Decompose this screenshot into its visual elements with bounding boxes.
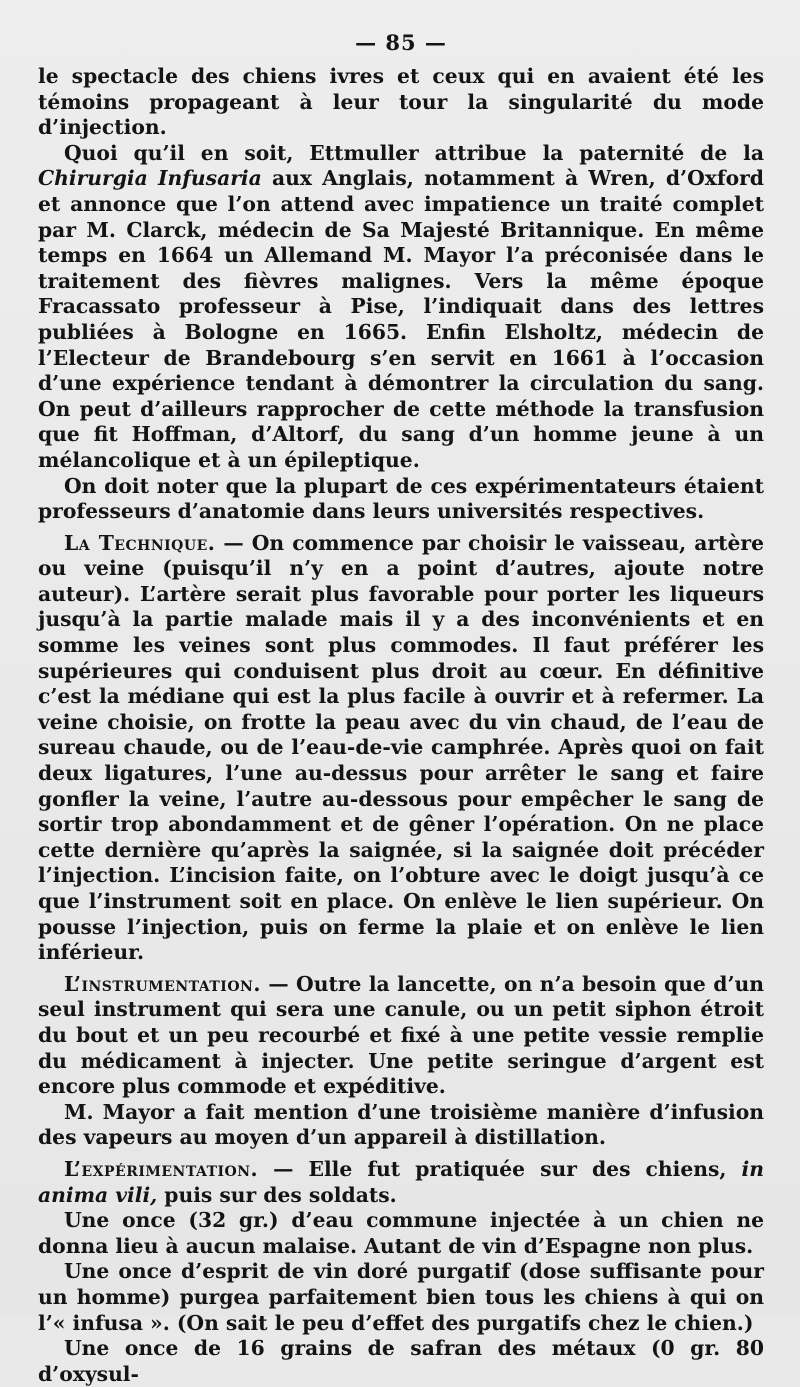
paragraph-text: Quoi qu’il en soit, Ettmuller attribue la paternité de la [64,140,764,165]
page-body [38,64,764,1387]
paragraph-text: — On commence par choisir le vaisseau, artère ou veine (puisqu’il n’y en a point d’autres, ajoute notre auteur). L’artère serait plus favorable pour porter les liqueurs jusqu’à la partie malade mais il y a des inconvénients et en somme les veines sont plus commodes. Il faut préférer les supérieures qui conduisent plus droit au cœur. En définitive c’est la médiane qui est la plus facile à ouvrir et à refermer. La veine choisie, on frotte la peau avec du vin chaud, de l’eau de sureau chaude, ou de l’eau-de-vie camphrée. Après quoi on fait deux ligatures, l’une au-dessus pour arrêter le sang et faire gonfler la veine, l’autre au-dessous pour empêcher le sang de sortir trop abondamment et de gêner l’opération. On ne place cette dernière qu’après la saignée, si la saignée doit précéder l’injection. L’incision faite, on l’obture avec le doigt jusqu’à ce que l’instrument soit en place. On enlève le lien supérieur. On pousse l’injection, puis on ferme la plaie et on enlève le lien inférieur. [38,530,764,965]
paragraph-text: — Outre la lancette, on n’a besoin que d’un seul instrument qui sera une canule, ou un petit siphon étroit du bout et un peu recourbé et fixé à une petite vessie remplie du médicament à injecter. Une petite seringue d’argent est encore plus commode et expéditive. [38,971,764,1099]
paragraph-text: M. Mayor a fait mention d’une troisième manière d’infusion des vapeurs au moyen d’un appareil à distillation. [38,1099,764,1150]
paragraph-vapeurs [38,1100,764,1151]
section-technique [38,531,764,966]
paragraph-text: le spectacle des chiens ivres et ceux qui en avaient été les témoins propageant à leur tour la singularité du mode d’injection. [38,64,764,140]
paragraph-anatomists [38,474,764,525]
paragraph-text: Une once de 16 grains de safran des métaux (0 gr. 80 d’oxysul- [38,1336,764,1386]
paragraph-text: aux Anglais, notamment à Wren, d’Oxford et annonce que l’on attend avec impatience un traité complet par M. Clarck, médecin de Sa Majesté Britannique. En même temps en 1664 un Allemand M. Mayor l’a préconisée dans le traitement des fièvres malignes. Vers la même époque Fracassato professeur à Pise, l’indiquait dans des lettres publiées à Bologne en 1665. Enfin Elsholtz, médecin de l’Electeur de Brandebourg s’en servit en 1661 à l’occasion d’une expérience tendant à démontrer la circulation du sang. On peut d’ailleurs rapprocher de cette méthode la transfusion que fit Hoffman, d’Altorf, du sang d’un homme jeune à un mélancolique et à un épileptique. [38,166,764,472]
italic-term: Chirurgia Infusaria [38,166,262,191]
section-heading: La Technique. [64,530,216,555]
section-instrumentation [38,972,764,1100]
paragraph-text: — Elle fut pratiquée sur des chiens, [258,1156,742,1181]
section-heading: L’instrumentation. [64,971,261,996]
section-heading: L’expérimentation. [64,1156,259,1181]
paragraph-eau [38,1208,764,1259]
paragraph-safran [38,1336,764,1387]
page-number: — 85 — [355,30,447,55]
paragraph-text: Une once d’esprit de vin doré purgatif (dose suffisante pour un homme) purgea parfaitement bien tous les chiens à qui on l’« infusa ». (On sait le peu d’effet des purgatifs chez le chien.) [38,1259,764,1335]
paragraph-history [38,141,764,474]
paragraph-text: puis sur des soldats. [157,1182,397,1207]
italic-term: in anima vili, [38,1156,764,1207]
paragraph-text: Une once (32 gr.) d’eau commune injectée à un chien ne donna lieu à aucun malaise. Autant de vin d’Espagne non plus. [38,1208,764,1258]
paragraph-continuation [38,64,764,141]
paragraph-text: On doit noter que la plupart de ces expérimentateurs étaient professeurs d’anatomie dans leurs universités respectives. [38,473,764,524]
paragraph-esprit-de-vin [38,1259,764,1336]
section-experimentation [38,1157,764,1208]
